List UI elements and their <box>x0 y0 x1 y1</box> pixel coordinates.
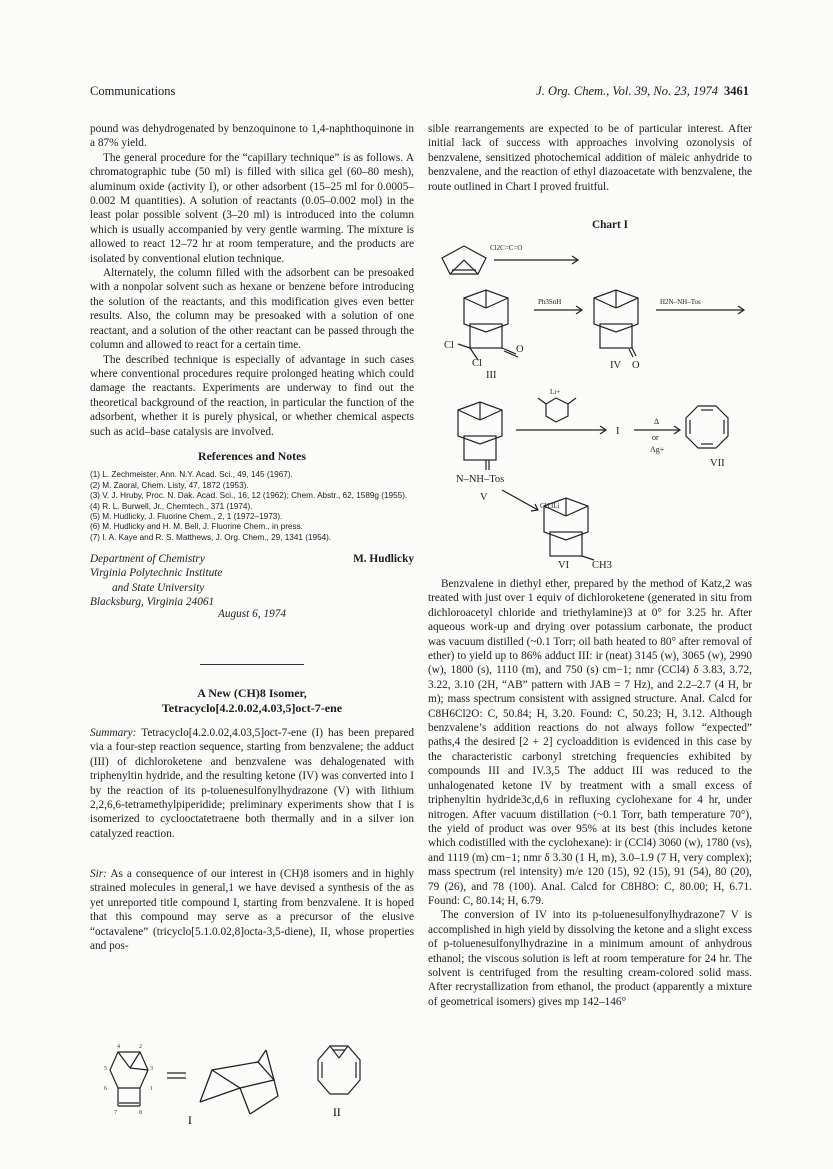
substituent-label: N–NH–Tos <box>456 474 505 485</box>
svg-text:7: 7 <box>114 1110 117 1116</box>
compound-VII-structure <box>686 406 728 448</box>
compound-label: VI <box>558 560 570 570</box>
affiliation-line: Virginia Polytechnic Institute <box>90 567 223 580</box>
svg-text:5: 5 <box>104 1066 107 1072</box>
reference-item: (7) I. A. Kaye and R. S. Matthews, J. Org. Chem., 29, 1341 (1954). <box>90 532 332 542</box>
reference-item: (1) L. Zechmeister, Ann. N.Y. Acad. Sci., 49, 145 (1967). <box>90 470 293 480</box>
right-column-body <box>428 577 752 1009</box>
left-column <box>90 122 414 543</box>
reagent-label: Δ <box>654 417 660 426</box>
sir-text: As a consequence of our interest in (CH)8 isomers and in highly strained molecules in general,1 we have devised a synthesis of the as yet unreported title compound I, starting from benzvalene. It is hoped that this compound may serve as a precursor of the elusive “octavalene” (tricyclo[5.1.0.02,8]octa-3,5-diene), II, whose properties and pos- <box>90 868 414 953</box>
svg-text:2: 2 <box>139 1044 142 1050</box>
running-header-section: Communications <box>90 84 176 98</box>
paragraph: pound was dehydrogenated by benzoquinone to 1,4-naphthoquinone in a 87% yield. <box>90 123 414 150</box>
litmp-structure <box>538 398 576 422</box>
right-column-top <box>428 122 752 194</box>
summary-label: Summary: <box>90 727 137 739</box>
summary <box>90 726 414 841</box>
arrow <box>502 490 538 510</box>
reagent-label: or <box>652 433 659 442</box>
running-header-journal <box>536 84 749 99</box>
compound-II <box>318 1046 360 1094</box>
journal-citation: J. Org. Chem., Vol. 39, No. 23, 1974 <box>536 84 718 98</box>
structures-figure <box>90 1040 414 1125</box>
article-title <box>90 686 414 716</box>
paragraph: The described technique is especially of advantage in such cases where conventional procedures require prolonged heating which could damage the reactants. Experiments are underway to find out the theoretical background of the reaction, in particular the function of the adsorbent, whether it is purely physical, or whether chemical aspects such as acid–base catalysis are involved. <box>90 353 414 438</box>
svg-text:8: 8 <box>139 1110 142 1116</box>
references-heading: References and Notes <box>198 448 306 463</box>
chart-title: Chart I <box>591 219 629 231</box>
svg-text:4: 4 <box>117 1044 120 1050</box>
label-II: II <box>333 1107 341 1119</box>
paragraph: Alternately, the column filled with the adsorbent can be presoaked with a nonpolar solvent such as hexane or benzene before introducing the solution of the reactants, and this modification gives even better results. Also, the column may be presoaked with a solution of one reactant, and a solution of the other reactant can be passed through the column and allowed to react for a certain time. <box>90 267 414 352</box>
svg-text:6: 6 <box>104 1086 107 1092</box>
summary-text: Tetracyclo[4.2.0.02,4.03,5]oct-7-ene (I) has been prepared via a four-step reaction sequence, starting from benzvalene; the adduct (III) of dichloroketene and benzvalene was dehalogenated with triphenyltin hydride, and the resulting ketone (IV) was converted into I by the reaction of its p-toluenesulfonylhydrazone (V) with lithium 2,2,6,6-tetramethylpiperidide; preliminary experiments show that I is isomerized to cyclooctatetraene both thermally and in a silver ion catalyzed reaction. <box>90 727 415 840</box>
compound-III-structure <box>458 290 518 360</box>
paragraph: The conversion of IV into its p-toluenesulfonylhydrazone7 V is accomplished in high yield by dissolving the ketone and a slight excess of p-toluenesulfonylhydrazine in a minimum amount of anhydrous ethanol; the viscous solution is left at room temperature for 24 hr. The solvent is centrifuged from the resulting cream-colored solid mass. After recrystallization from ethanol, the product (apparently a mixture of geometrical isomers) gives mp 142–146° <box>428 909 752 1008</box>
reference-item: (5) M. Hudlicky, J. Fluorine Chem., 2, 1 (1972–1973). <box>90 511 283 521</box>
reagent-label: H2N–NH–Tos <box>660 298 701 306</box>
divider <box>200 664 304 665</box>
atom-label: Cl <box>444 340 454 351</box>
reagent-label: CH3Li <box>540 502 560 510</box>
benzvalene-structure <box>442 246 486 274</box>
paragraph: Benzvalene in diethyl ether, prepared by the method of Katz,2 was treated with just over 1 equiv of dichloroketene (generated in situ from dichloroacetyl chloride and triethylamine)3 at 0° for 3.25 hr. After aqueous work-up and drying over potassium carbonate, the product was vacuum distilled (~0.1 Torr; oil bath heated to 80° after removal of ether) to yield up to 86% adduct III: ir (neat) 3145 (w), 3065 (w), 2990 (w), 1800 (s), 1110 (m), and 750 (s) cm−1; nmr (CCl4) δ 3.83, 3.72, 3.22, 3.10 (2H, “AB” pattern with JAB = 7 Hz), and 2.2–2.7 (4 H, br m); mass spectrum consistent with assigned structure. Anal. Calcd for C8H6Cl2O: C, 50.84; H, 3.20. Found: C, 50.23; H, 3.12. Although benzvalene’s addition reactions do not always follow “expected” paths,4 the desired [2 + 2] cycloaddition is evidenced in this case by the characteristic carbonyl stretching frequencies exhibited by compounds III and IV.3,5 The adduct III was reduced to the unhalogenated ketone IV by treatment with a small excess of triphenyltin hydride3c,d,6 in refluxing cyclohexane for 4 hr, under nitrogen. After vacuum distillation (~0.1 Torr, bath temperature 70°), the yield of product was over 95% at its best (this includes ketone which codistilled with the cyclohexane): ir (CCl4) 3060 (w), 1780 (vs), and 1119 (m) cm−1; nmr δ 3.30 (1 H, m), 3.0–1.9 (7 H, very complex); mass spectrum (rel intensity) m/e 120 (15), 92 (15), 91 (54), 80 (20), 79 (26), and 78 (100). Anal. Calcd for C8H8O: C, 80.00; H, 6.71. Found: C, 80.14; H, 6.79. <box>428 578 752 907</box>
compound-label: IV <box>610 360 622 371</box>
affiliation-line: Department of Chemistry <box>90 553 205 565</box>
affiliation-block <box>90 552 414 610</box>
page-number: 3461 <box>724 84 749 98</box>
atom-label: Cl <box>472 358 482 369</box>
reference-item: (4) R. L. Burwell, Jr., Chemtech., 371 (1974). <box>90 501 253 511</box>
sir-label: Sir: <box>90 868 107 880</box>
affiliation-line: and State University <box>112 581 205 594</box>
paragraph: sible rearrangements are expected to be of particular interest. After initial lack of success with approaches involving ozonolysis of benzvalene, sensitized photochemical addition of maleic anhydride to benzvalene, and the reaction of ethyl diazoacetate with benzvalene, the route outlined in Chart I proved fruitful. <box>428 123 752 193</box>
svg-text:3: 3 <box>150 1066 153 1072</box>
sir-paragraph <box>90 867 414 953</box>
substituent-label: CH3 <box>592 560 612 570</box>
label-I: I <box>188 1115 192 1125</box>
reagent-label: Li+ <box>550 388 561 396</box>
compound-IV-structure <box>594 290 638 357</box>
compound-V-structure <box>458 402 502 470</box>
author-name: M. Hudlicky <box>353 553 414 565</box>
reagent-label: Ph3SnH <box>538 298 562 306</box>
compound-label: VII <box>710 458 725 469</box>
compound-label: III <box>486 370 497 381</box>
reagent-label: Ag+ <box>650 445 665 454</box>
references-list <box>90 470 414 543</box>
chart-I-scheme <box>428 234 752 570</box>
equals-sign <box>167 1073 186 1078</box>
compound-I-numbered <box>110 1052 148 1106</box>
atom-label: O <box>516 344 524 355</box>
affiliation-line: Blacksburg, Virginia 24061 <box>90 596 215 609</box>
received-date: August 6, 1974 <box>217 608 287 620</box>
title-line: Tetracyclo[4.2.0.02,4.03,5]oct-7-ene <box>161 701 343 715</box>
summary-paragraph <box>90 726 414 841</box>
atom-label: O <box>632 360 640 371</box>
compound-I-3d <box>200 1050 278 1114</box>
reagent-label: Cl2C=C=O <box>490 244 523 252</box>
compound-label: I <box>616 426 620 437</box>
svg-text:1: 1 <box>150 1086 153 1092</box>
reference-item: (2) M. Zaoral, Chem. Listy, 47, 1872 (1953). <box>90 480 249 490</box>
title-line: A New (CH)8 Isomer, <box>197 686 307 700</box>
letter-opening <box>90 867 414 953</box>
reference-item: (6) M. Hudlicky and H. M. Bell, J. Fluorine Chem., in press. <box>90 522 303 532</box>
compound-label: V <box>480 492 488 503</box>
paragraph: The general procedure for the “capillary technique” is as follows. A chromatographic tube (50 ml) is filled with silica gel (60–80 mesh), aluminum oxide (activity I), or other adsorbent (15–25 ml for 0.0005–0.002 M quantities). A solution of reactants (0.05–0.002 mol) in the least polar possible solvent (3–20 ml) is introduced into the column which is usually accompanied by very gentle warming. The mixture is allowed to react 12–72 hr at room temperature, and the products are isolated by conventional elution technique. <box>90 151 414 265</box>
reference-item: (3) V. J. Hruby, Proc. N. Dak. Acad. Sci., 16, 12 (1962); Chem. Abstr., 62, 1589g (1955). <box>90 491 408 501</box>
